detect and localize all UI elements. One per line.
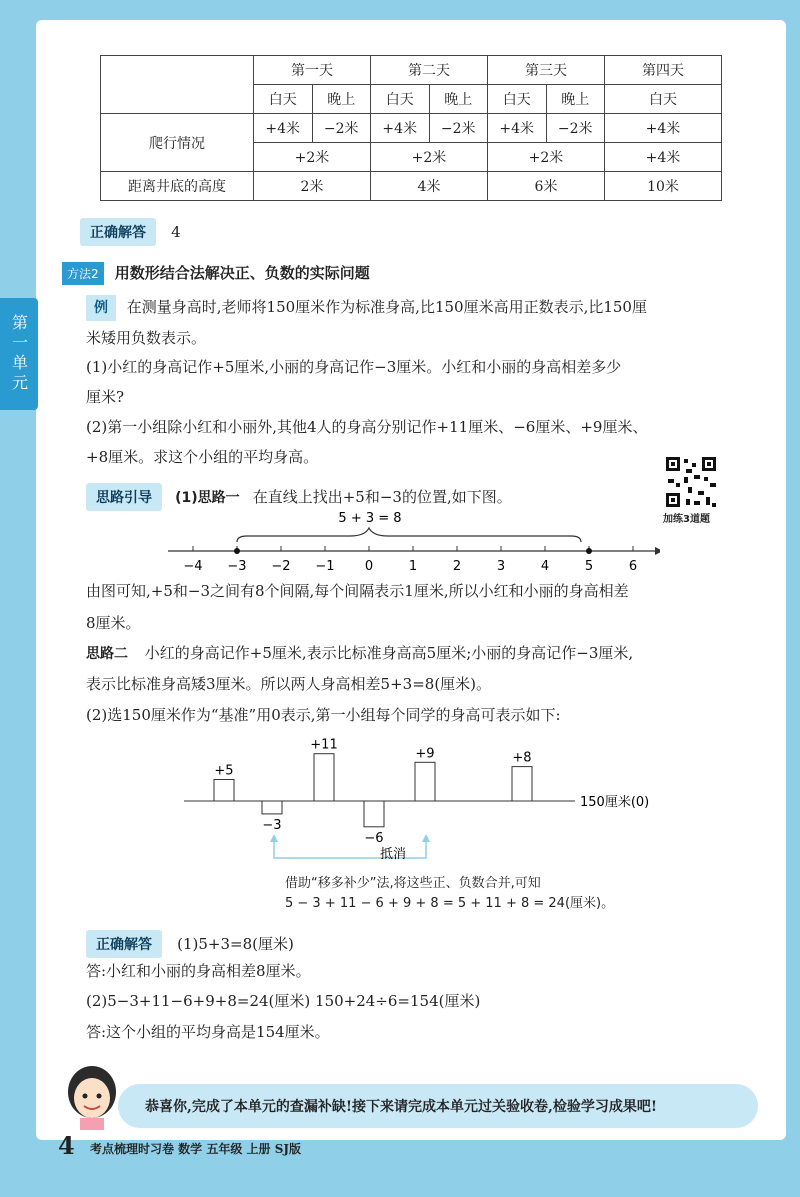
- night-label: 晚上: [546, 85, 605, 114]
- guide-after: 8厘米。: [86, 614, 141, 632]
- guide-p2-label: 思路二: [86, 646, 128, 662]
- question-1: (1)小红的身高记作+5厘米,小丽的身高记作−3厘米。小红和小丽的身高相差多少: [86, 358, 622, 376]
- guide-p2-text: 表示比标准身高矮3厘米。所以两人身高相差5+3=8(厘米)。: [86, 675, 492, 693]
- height-bar: [314, 754, 334, 801]
- height-bar-label: +5: [214, 763, 234, 779]
- qr-code-icon[interactable]: [664, 455, 718, 509]
- bar-note: 5 − 3 + 11 − 6 + 9 + 8 = 5 + 11 + 8 = 24(厘米)。: [285, 896, 615, 911]
- guide-label: 思路引导: [86, 483, 162, 511]
- book-info: 考点梳理时习卷 数学 五年级 上册 SJ版: [90, 1142, 302, 1156]
- table-cell: +2米: [254, 143, 371, 172]
- question-2: +8厘米。求这个小组的平均身高。: [86, 448, 319, 466]
- guide-p2: [86, 642, 633, 665]
- height-bar-label: −6: [364, 830, 384, 846]
- table-cell: +2米: [371, 143, 488, 172]
- number-line-tick-label: −4: [183, 559, 203, 574]
- height-bar: [262, 801, 282, 814]
- height-bar-label: +9: [415, 746, 435, 762]
- day-header: 第二天: [371, 56, 488, 85]
- cancel-arrow-icon: [270, 834, 278, 842]
- day-label: 白天: [605, 85, 722, 114]
- height-bar-label: −3: [262, 817, 282, 833]
- number-line-tick-label: −3: [227, 559, 247, 574]
- answer-line: (2)5−3+11−6+9+8=24(厘米) 150+24÷6=154(厘米): [86, 992, 481, 1010]
- height-bar: [214, 780, 234, 802]
- student-avatar: [62, 1062, 122, 1132]
- crawl-table: [100, 55, 722, 201]
- table-cell: 2米: [254, 172, 371, 201]
- number-line-tick-label: −1: [315, 559, 335, 574]
- qr-caption: 加练3道题: [663, 514, 710, 525]
- height-bar-label: +11: [310, 737, 338, 753]
- table-cell: −2米: [312, 114, 371, 143]
- table-cell: 4米: [371, 172, 488, 201]
- row-label: 距离井底的高度: [101, 172, 254, 201]
- height-bar: [512, 767, 532, 801]
- number-line-tick-label: −2: [271, 559, 291, 574]
- day-label: 白天: [254, 85, 313, 114]
- answer-line: 答:小红和小丽的身高相差8厘米。: [86, 962, 311, 980]
- height-bar: [415, 762, 435, 801]
- height-bar-chart: [180, 730, 700, 865]
- example-line: [86, 295, 647, 321]
- question-2: (2)第一小组除小红和小丽外,其他4人的身高分别记作+11厘米、−6厘米、+9厘米、: [86, 418, 648, 436]
- method-title: 用数形结合法解决正、负数的实际问题: [114, 264, 370, 282]
- unit-side-tab: 第一单元: [0, 298, 38, 410]
- answer-label: 正确解答: [86, 930, 162, 958]
- example-tag: 例: [86, 295, 116, 321]
- number-line-point: [234, 548, 240, 554]
- guide-p2-text: 小红的身高记作+5厘米,表示比标准身高高5厘米;小丽的身高记作−3厘米,: [144, 644, 634, 662]
- example-text: 米矮用负数表示。: [86, 329, 207, 347]
- method-tag: 方法2: [62, 262, 104, 285]
- number-line-tick-label: 5: [584, 559, 594, 574]
- number-line: [160, 510, 660, 580]
- guide-after: 由图可知,+5和−3之间有8个间隔,每个间隔表示1厘米,所以小红和小丽的身高相差: [86, 582, 629, 600]
- number-line-tick-label: 3: [496, 559, 506, 574]
- answer-line: 答:这个小组的平均身高是154厘米。: [86, 1023, 330, 1041]
- number-line-arrow-icon: [655, 547, 660, 555]
- height-bar: [364, 801, 384, 827]
- height-bar-label: +8: [512, 750, 532, 766]
- row-label: 爬行情况: [101, 114, 254, 172]
- night-label: 晚上: [312, 85, 371, 114]
- cancel-arrow-icon: [422, 834, 430, 842]
- number-line-tick-label: 4: [540, 559, 550, 574]
- table-cell: +4米: [488, 114, 547, 143]
- answer-block-1: [80, 218, 181, 246]
- page-number: 4: [58, 1131, 75, 1160]
- method-heading: [62, 262, 370, 285]
- table-cell: −2米: [546, 114, 605, 143]
- day-label: 白天: [488, 85, 547, 114]
- number-line-point: [586, 548, 592, 554]
- night-label: 晚上: [429, 85, 488, 114]
- number-line-brace-label: 5 + 3 = 8: [338, 511, 402, 526]
- answer-value: 4: [171, 223, 181, 241]
- guide-p1-text: 在直线上找出+5和−3的位置,如下图。: [252, 488, 512, 506]
- day-label: 白天: [371, 85, 430, 114]
- guide-line: [86, 483, 512, 511]
- table-cell: 6米: [488, 172, 605, 201]
- table-cell: +2米: [488, 143, 605, 172]
- answer-block-2: [86, 930, 294, 958]
- number-line-tick-label: 6: [628, 559, 638, 574]
- number-line-tick-label: 1: [408, 559, 418, 574]
- table-cell: 10米: [605, 172, 722, 201]
- cancel-label: 抵消: [380, 847, 407, 862]
- question-1: 厘米?: [86, 388, 125, 406]
- number-line-brace: [237, 528, 581, 542]
- table-cell: +4米: [605, 143, 722, 172]
- table-cell: +4米: [254, 114, 313, 143]
- table-cell: +4米: [371, 114, 430, 143]
- guide-p3: (2)选150厘米作为“基准”用0表示,第一小组每个同学的身高可表示如下:: [86, 706, 561, 724]
- guide-p1-label: (1)思路一: [175, 490, 240, 506]
- example-text: 在测量身高时,老师将150厘米作为标准身高,比150厘米高用正数表示,比150厘: [126, 298, 647, 316]
- answer-label: 正确解答: [80, 218, 156, 246]
- table-cell: +4米: [605, 114, 722, 143]
- day-header: 第四天: [605, 56, 722, 85]
- bar-note: 借助“移多补少”法,将这些正、负数合并,可知: [285, 876, 541, 891]
- day-header: 第三天: [488, 56, 605, 85]
- day-header: 第一天: [254, 56, 371, 85]
- number-line-tick-label: 2: [452, 559, 462, 574]
- baseline-label: 150厘米(0): [580, 795, 650, 810]
- number-line-tick-label: 0: [364, 559, 374, 574]
- footer-message: 恭喜你,完成了本单元的查漏补缺!接下来请完成本单元过关验收卷,检验学习成果吧!: [145, 1099, 658, 1115]
- table-cell: −2米: [429, 114, 488, 143]
- answer-line: (1)5+3=8(厘米): [177, 935, 294, 953]
